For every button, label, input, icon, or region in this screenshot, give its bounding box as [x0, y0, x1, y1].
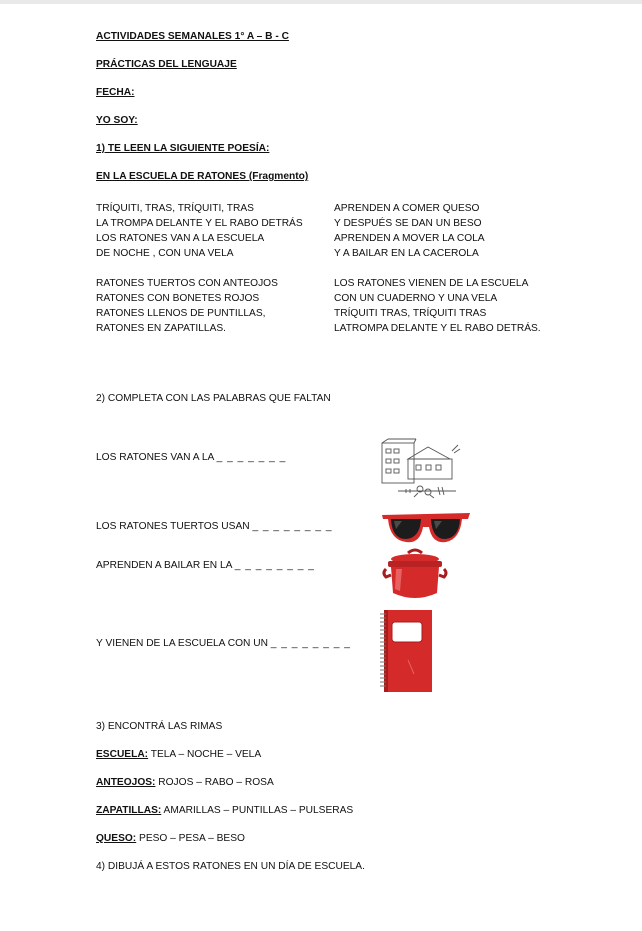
rhyme-row-4 — [96, 833, 245, 845]
rhyme-options: AMARILLAS – PUNTILLAS – PULSERAS — [161, 805, 354, 816]
rhyme-options: PESO – PESA – BESO — [136, 833, 245, 844]
fill-blank-text: APRENDEN A BAILAR EN LA — [96, 560, 235, 571]
section3-instruction: 3) ENCONTRÁ LAS RIMAS — [96, 721, 223, 732]
poem-line: CON UN CUADERNO Y UNA VELA — [334, 293, 498, 304]
rhyme-word: ESCUELA: — [96, 749, 149, 760]
poem-line: DE NOCHE , CON UNA VELA — [96, 248, 234, 259]
section1-instruction: 1) TE LEEN LA SIGUIENTE POESÍA: — [96, 143, 270, 154]
poem-line: Y A BAILAR EN LA CACEROLA — [334, 248, 479, 259]
fill-blank-item-2 — [96, 521, 333, 533]
poem-line: RATONES LLENOS DE PUNTILLAS, — [96, 308, 266, 319]
section2-instruction: 2) COMPLETA CON LAS PALABRAS QUE FALTAN — [96, 393, 331, 404]
fill-blank-item-3 — [96, 560, 315, 572]
poem-line: TRÍQUITI TRAS, TRÍQUITI TRAS — [334, 308, 487, 319]
notebook-icon — [378, 608, 434, 694]
fill-blank-line[interactable]: _ _ _ _ _ _ _ _ — [234, 560, 315, 571]
poem-line: LA TROMPA DELANTE Y EL RABO DETRÁS — [96, 218, 303, 229]
worksheet-title: ACTIVIDADES SEMANALES 1° A – B - C — [96, 31, 289, 42]
rhyme-row-1 — [96, 749, 261, 761]
rhyme-word: ANTEOJOS: — [96, 777, 156, 788]
poem-right-column — [334, 201, 541, 336]
sunglasses-icon — [380, 509, 472, 547]
poem-line: RATONES EN ZAPATILLAS. — [96, 323, 227, 334]
fill-blank-item-4 — [96, 638, 351, 650]
section4-instruction: 4) DIBUJÁ A ESTOS RATONES EN UN DÍA DE ESCUELA. — [96, 861, 365, 872]
fill-blank-line[interactable]: _ _ _ _ _ _ _ — [216, 452, 287, 463]
rhyme-options: ROJOS – RABO – ROSA — [155, 777, 274, 788]
fill-blank-text: Y VIENEN DE LA ESCUELA CON UN — [96, 638, 271, 649]
fill-blank-item-1 — [96, 452, 286, 464]
poem-line: LOS RATONES VIENEN DE LA ESCUELA — [334, 278, 529, 289]
poem-line: APRENDEN A COMER QUESO — [334, 203, 480, 214]
rhyme-word: ZAPATILLAS: — [96, 805, 162, 816]
poem-left-column — [96, 201, 303, 336]
fill-blank-line[interactable]: _ _ _ _ _ _ _ _ — [252, 521, 333, 532]
name-label: YO SOY: — [96, 115, 138, 126]
date-label: FECHA: — [96, 87, 135, 98]
poem-line: RATONES TUERTOS CON ANTEOJOS — [96, 278, 278, 289]
school-building-icon — [378, 437, 464, 499]
poem-line: TRÍQUITI, TRAS, TRÍQUITI, TRAS — [96, 203, 254, 214]
poem-line: RATONES CON BONETES ROJOS — [96, 293, 260, 304]
poem-line: APRENDEN A MOVER LA COLA — [334, 233, 485, 244]
poem-line: Y DESPUÉS SE DAN UN BESO — [334, 218, 482, 229]
rhyme-row-3 — [96, 805, 353, 817]
fill-blank-text: LOS RATONES VAN A LA — [96, 452, 217, 463]
poem-title: EN LA ESCUELA DE RATONES (Fragmento) — [96, 171, 309, 182]
cooking-pot-icon — [382, 547, 448, 605]
rhyme-row-2 — [96, 777, 274, 789]
fill-blank-line[interactable]: _ _ _ _ _ _ _ _ — [270, 638, 351, 649]
poem-line: LATROMPA DELANTE Y EL RABO DETRÁS. — [334, 323, 541, 334]
poem-line — [96, 261, 303, 276]
poem-line — [334, 261, 541, 276]
poem-line: LOS RATONES VAN A LA ESCUELA — [96, 233, 265, 244]
rhyme-options: TELA – NOCHE – VELA — [148, 749, 262, 760]
rhyme-word: QUESO: — [96, 833, 137, 844]
subject-title: PRÁCTICAS DEL LENGUAJE — [96, 59, 237, 70]
fill-blank-text: LOS RATONES TUERTOS USAN — [96, 521, 253, 532]
